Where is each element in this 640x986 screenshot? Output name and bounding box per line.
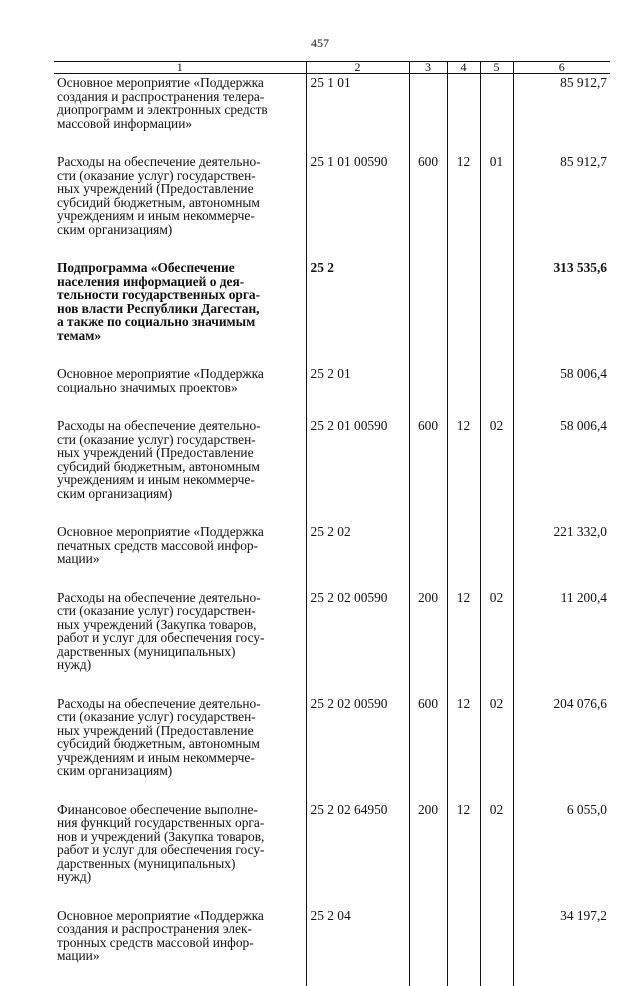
row-col3-cell: [409, 259, 447, 365]
row-col5-cell: [480, 259, 513, 365]
row-amount-cell: 58 006,4: [513, 365, 610, 417]
table-row: [54, 907, 610, 986]
row-code-cell: 25 2: [306, 259, 409, 365]
table-row: [54, 695, 610, 801]
table-row: [54, 74, 610, 154]
row-code-cell: 25 2 01 00590: [306, 417, 409, 523]
table-row: [54, 259, 610, 365]
row-col3-cell: 200: [409, 589, 447, 695]
row-col5-cell: 02: [480, 695, 513, 801]
row-name-cell: Основное мероприятие «Поддержка печатных средств массовой инфор- мации»: [57, 524, 264, 566]
column-header: 2: [306, 62, 409, 74]
page-number: 457: [311, 36, 329, 50]
column-header: 1: [54, 62, 306, 74]
row-amount-cell: 204 076,6: [513, 695, 610, 801]
row-col3-cell: [409, 907, 447, 986]
row-amount-cell: 85 912,7: [513, 153, 610, 259]
row-code-cell: 25 1 01: [306, 74, 409, 154]
row-col5-cell: [480, 74, 513, 154]
row-name-cell: Основное мероприятие «Поддержка социально значимых проектов»: [57, 366, 264, 395]
row-col3-cell: 200: [409, 801, 447, 907]
row-amount-cell: 221 332,0: [513, 523, 610, 589]
row-code-cell: 25 1 01 00590: [306, 153, 409, 259]
row-col5-cell: 02: [480, 417, 513, 523]
row-col3-cell: [409, 365, 447, 417]
row-col3-cell: 600: [409, 695, 447, 801]
row-name-cell: Расходы на обеспечение деятельно- сти (оказание услуг) государствен- ных учреждений (Предоставление субсидий бюджетным, автономным учреждениям и иным некоммерче- ским организациям): [57, 154, 261, 237]
row-col5-cell: 02: [480, 589, 513, 695]
row-col5-cell: 01: [480, 153, 513, 259]
row-name-cell: Расходы на обеспечение деятельно- сти (оказание услуг) государствен- ных учреждений (Закупка товаров, работ и услуг для обеспечения госу- дарственных (муниципальных) нужд): [57, 589, 265, 672]
column-header: 5: [480, 62, 513, 74]
row-col4-cell: 12: [447, 153, 480, 259]
row-amount-cell: 11 200,4: [513, 589, 610, 695]
column-header: 3: [409, 62, 447, 74]
row-code-cell: 25 2 02 00590: [306, 695, 409, 801]
table-row: [54, 801, 610, 907]
row-col3-cell: [409, 74, 447, 154]
row-col4-cell: [447, 259, 480, 365]
row-name-cell: Подпрограмма «Обеспечение населения информацией о дея- тельности государственных орга- нов власти Республики Дагестан, а также по социально значимым темам»: [57, 260, 261, 343]
row-amount-cell: 6 055,0: [513, 801, 610, 907]
row-col4-cell: 12: [447, 801, 480, 907]
row-name-cell: Основное мероприятие «Поддержка создания и распространения телера- диопрограмм и электронных средств массовой информации»: [57, 75, 268, 131]
row-name-cell: Финансовое обеспечение выполне- ния функций государственных орга- нов и учреждений (Закупка товаров, работ и услуг для обеспечения госу- дарственных (муниципальных) нужд): [57, 801, 265, 884]
budget-table: [54, 61, 610, 986]
row-col3-cell: 600: [409, 153, 447, 259]
row-col4-cell: [447, 74, 480, 154]
table-row: [54, 589, 610, 695]
row-code-cell: 25 2 02: [306, 523, 409, 589]
row-amount-cell: 85 912,7: [513, 74, 610, 154]
row-amount-cell: 313 535,6: [513, 259, 610, 365]
row-col5-cell: [480, 365, 513, 417]
row-name-cell: Основное мероприятие «Поддержка создания и распространения элек- тронных средств массовой инфор- мации»: [57, 907, 264, 963]
table-row: [54, 417, 610, 523]
row-col4-cell: 12: [447, 695, 480, 801]
row-amount-cell: 58 006,4: [513, 417, 610, 523]
row-col4-cell: [447, 523, 480, 589]
column-header: 4: [447, 62, 480, 74]
row-col5-cell: [480, 907, 513, 986]
column-header: 6: [513, 62, 610, 74]
row-col4-cell: 12: [447, 589, 480, 695]
row-code-cell: 25 2 01: [306, 365, 409, 417]
table-row: [54, 365, 610, 417]
row-col3-cell: 600: [409, 417, 447, 523]
table-row: [54, 523, 610, 589]
row-code-cell: 25 2 04: [306, 907, 409, 986]
row-col4-cell: [447, 907, 480, 986]
row-col4-cell: [447, 365, 480, 417]
row-code-cell: 25 2 02 00590: [306, 589, 409, 695]
row-col3-cell: [409, 523, 447, 589]
row-name-cell: Расходы на обеспечение деятельно- сти (оказание услуг) государствен- ных учреждений (Предоставление субсидий бюджетным, автономным учреждениям и иным некоммерче- ским организациям): [57, 418, 261, 501]
table-header-row: [54, 62, 610, 74]
row-code-cell: 25 2 02 64950: [306, 801, 409, 907]
table-row: [54, 153, 610, 259]
row-col4-cell: 12: [447, 417, 480, 523]
row-col5-cell: [480, 523, 513, 589]
row-col5-cell: 02: [480, 801, 513, 907]
row-amount-cell: 34 197,2: [513, 907, 610, 986]
row-name-cell: Расходы на обеспечение деятельно- сти (оказание услуг) государствен- ных учреждений (Предоставление субсидий бюджетным, автономным учреждениям и иным некоммерче- ским организациям): [57, 695, 261, 778]
